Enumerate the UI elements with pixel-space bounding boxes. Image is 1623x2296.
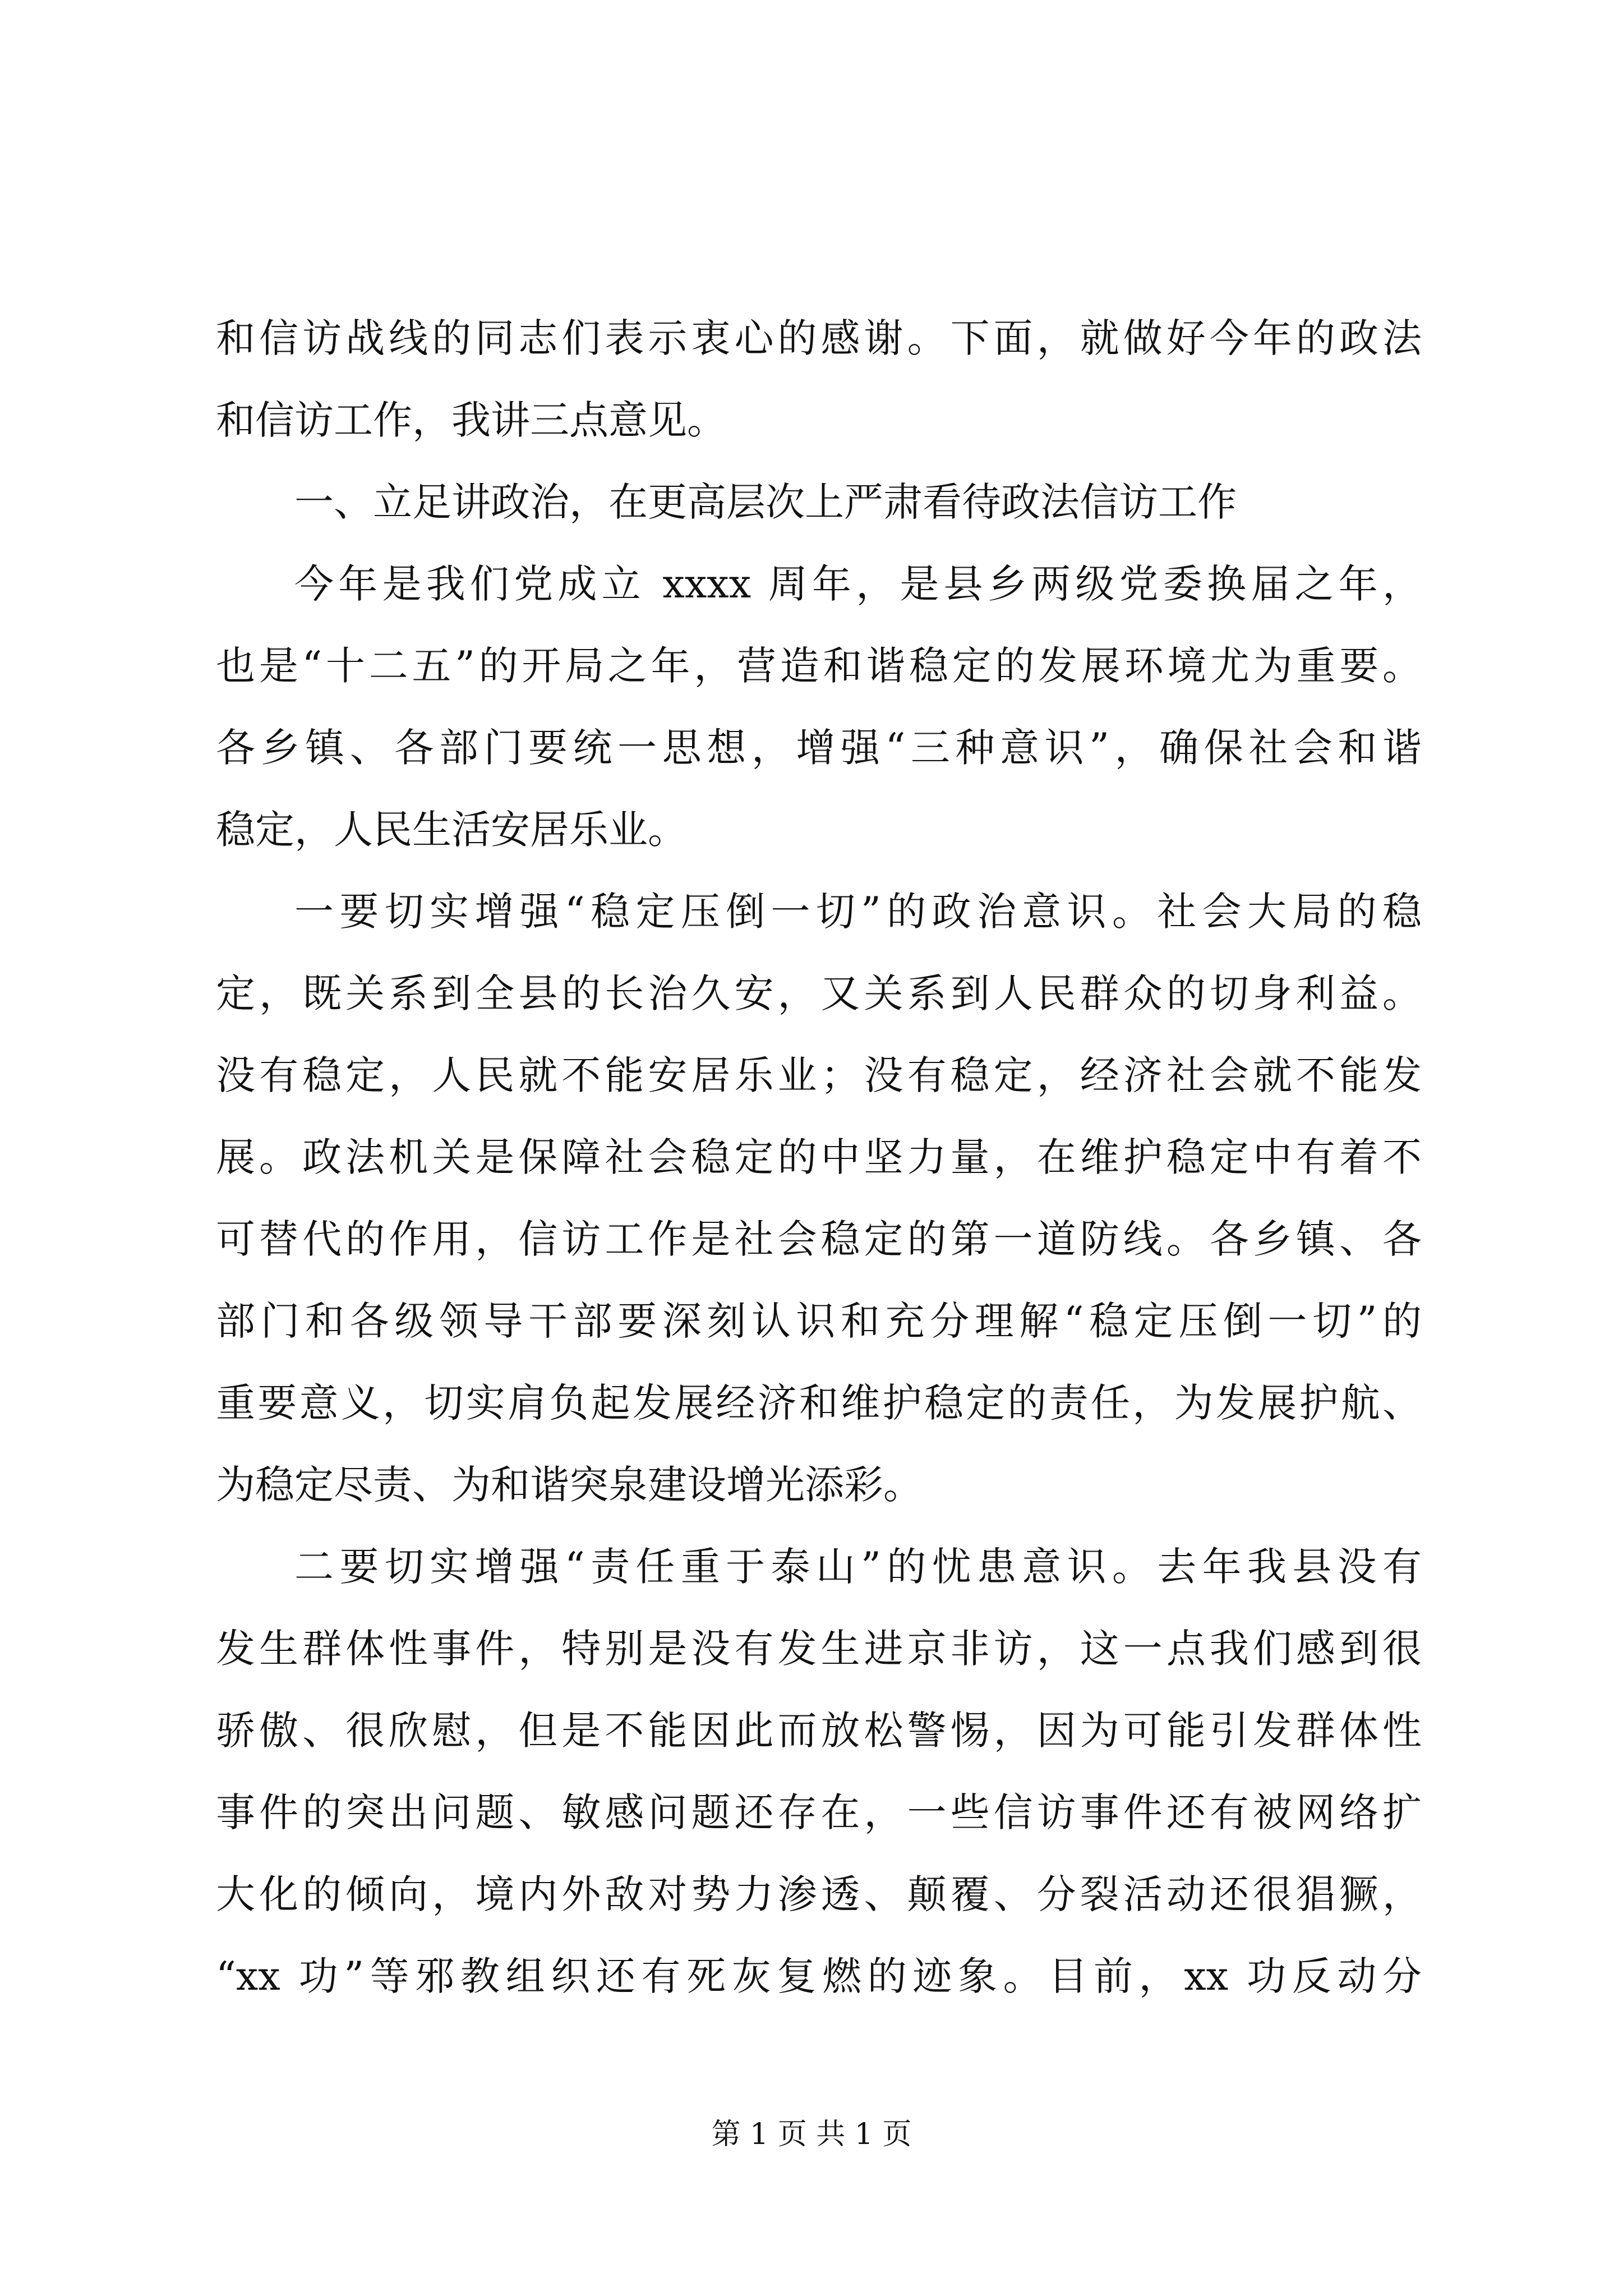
paragraph-line: 也是“十二五”的开局之年，营造和谐稳定的发展环境尤为重要。 [216, 643, 1422, 689]
paragraph-line: 各乡镇、各部门要统一思想，增强“三种意识”，确保社会和谐 [216, 725, 1422, 771]
paragraph-line: 事件的突出问题、敏感问题还存在，一些信访事件还有被网络扩 [216, 1789, 1422, 1835]
paragraph-line: 为稳定尽责、为和谐突泉建设增光添彩。 [216, 1462, 923, 1508]
page-number: 第 1 页 共 1 页 [711, 2118, 912, 2151]
paragraph-line: 发生群体性事件，特别是没有发生进京非访，这一点我们感到很 [216, 1626, 1422, 1672]
section-heading: 一、立足讲政治，在更高层次上严肃看待政法信访工作 [294, 479, 1237, 525]
paragraph-line: 和信访工作，我讲三点意见。 [216, 397, 726, 443]
paragraph-line: 二要切实增强“责任重于泰山”的忧患意识。去年我县没有 [294, 1544, 1422, 1590]
paragraph-line: 骄傲、很欣慰，但是不能因此而放松警惕，因为可能引发群体性 [216, 1708, 1422, 1754]
page-footer [0, 2115, 1623, 2154]
paragraph-line: 部门和各级领导干部要深刻认识和充分理解“稳定压倒一切”的 [216, 1298, 1422, 1344]
paragraph-line: “xx 功”等邪教组织还有死灰复燃的迹象。目前，xx 功反动分 [216, 1953, 1422, 1999]
paragraph-line: 展。政法机关是保障社会稳定的中坚力量，在维护稳定中有着不 [216, 1134, 1422, 1180]
body-text [216, 297, 1422, 2017]
paragraph-line: 稳定，人民生活安居乐业。 [216, 807, 687, 853]
paragraph-line: 大化的倾向，境内外敌对势力渗透、颠覆、分裂活动还很猖獗， [216, 1871, 1422, 1917]
paragraph-line: 一要切实增强“稳定压倒一切”的政治意识。社会大局的稳 [294, 889, 1422, 935]
paragraph-line: 和信访战线的同志们表示衷心的感谢。下面，就做好今年的政法 [216, 315, 1422, 361]
paragraph-line: 定，既关系到全县的长治久安，又关系到人民群众的切身利益。 [216, 970, 1422, 1016]
paragraph-line: 今年是我们党成立 xxxx 周年，是县乡两级党委换届之年， [294, 561, 1422, 607]
paragraph-line: 重要意义，切实肩负起发展经济和维护稳定的责任，为发展护航、 [216, 1380, 1422, 1426]
paragraph-line: 没有稳定，人民就不能安居乐业；没有稳定，经济社会就不能发 [216, 1052, 1422, 1098]
paragraph-line: 可替代的作用，信访工作是社会稳定的第一道防线。各乡镇、各 [216, 1216, 1422, 1262]
